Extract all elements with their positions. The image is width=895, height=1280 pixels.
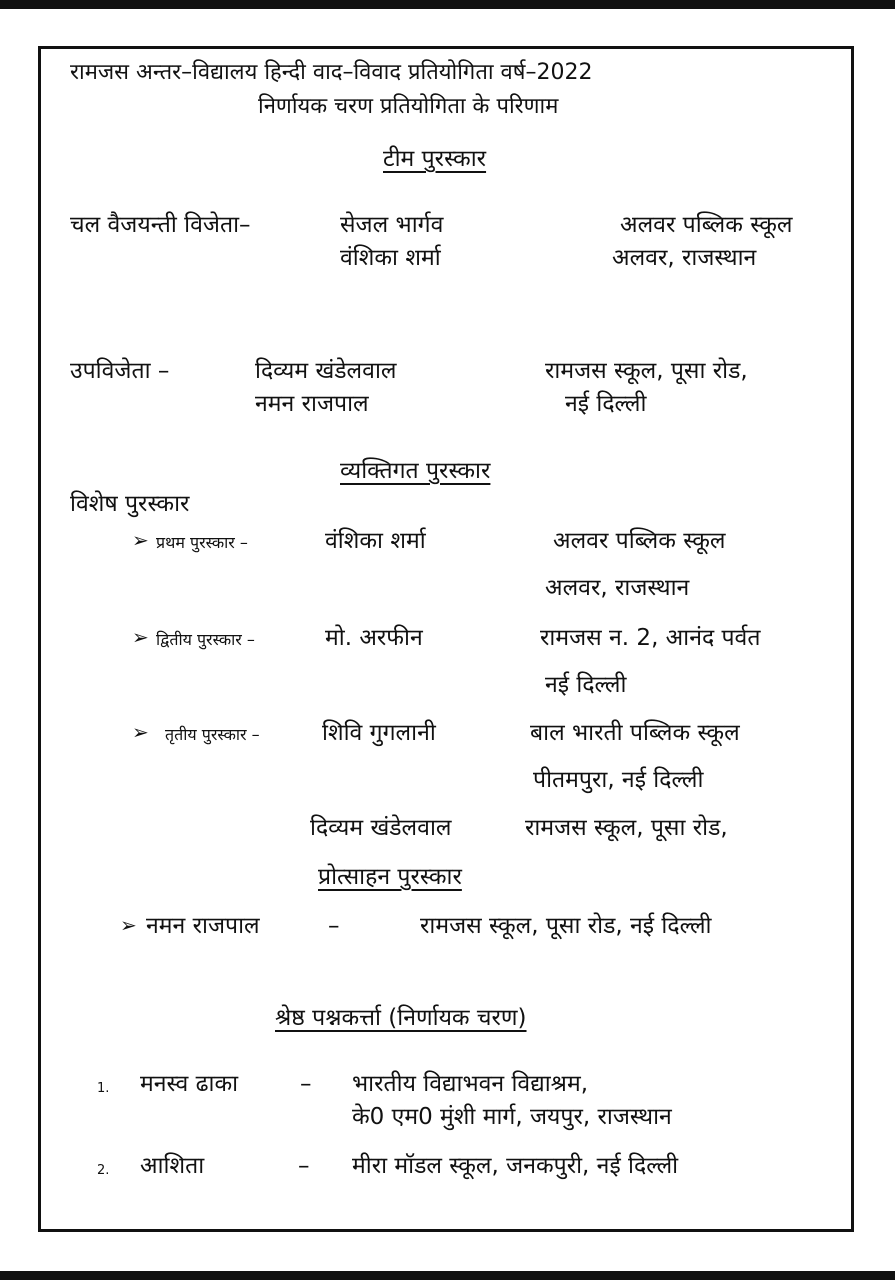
questioner-dash-1: –	[300, 1071, 312, 1097]
third-prize-label: तृतीय पुरस्कार –	[165, 725, 260, 744]
arrow-bullet-icon: ➢	[132, 625, 149, 649]
third-prize-extra-name: दिव्यम खंडेलवाल	[310, 815, 452, 841]
third-prize-school-line-1: बाल भारती पब्लिक स्कूल	[530, 720, 740, 746]
document-title: रामजस अन्तर–विद्यालय हिन्दी वाद–विवाद प्रतियोगिता वर्ष–2022	[70, 60, 593, 85]
arrow-bullet-icon: ➢	[120, 913, 137, 937]
individual-award-heading: व्यक्तिगत पुरस्कार	[340, 458, 491, 484]
third-prize-extra-school: रामजस स्कूल, पूसा रोड,	[525, 815, 728, 841]
second-prize-school-line-2: नई दिल्ली	[545, 672, 627, 698]
arrow-bullet-icon: ➢	[132, 720, 149, 744]
winner-name-2: वंशिका शर्मा	[340, 245, 441, 271]
runner-up-school-line-1: रामजस स्कूल, पूसा रोड,	[545, 358, 748, 384]
team-award-heading: टीम पुरस्कार	[383, 146, 487, 172]
questioner-school-1-line-2: के0 एम0 मुंशी मार्ग, जयपुर, राजस्थान	[352, 1104, 672, 1130]
questioner-name-1: मनस्व ढाका	[140, 1071, 239, 1097]
arrow-bullet-icon: ➢	[132, 528, 149, 552]
questioner-school-1-line-1: भारतीय विद्याभवन विद्याश्रम,	[352, 1071, 589, 1097]
first-prize-label: प्रथम पुरस्कार –	[156, 533, 248, 552]
third-prize-name: शिवि गुगलानी	[322, 720, 436, 746]
second-prize-school-line-1: रामजस न. 2, आनंद पर्वत	[540, 625, 761, 651]
special-award-label: विशेष पुरस्कार	[70, 491, 190, 517]
questioner-name-2: आशिता	[140, 1153, 205, 1179]
questioner-dash-2: –	[298, 1153, 310, 1179]
encouragement-name: नमन राजपाल	[146, 913, 260, 939]
first-prize-school-line-2: अलवर, राजस्थान	[545, 575, 690, 601]
winner-name-1: सेजल भार्गव	[340, 212, 444, 238]
encouragement-award-heading: प्रोत्साहन पुरस्कार	[318, 864, 462, 890]
bottom-edge-bar	[0, 1271, 895, 1280]
document-subtitle: निर्णायक चरण प्रतियोगिता के परिणाम	[258, 94, 559, 119]
runner-up-school-line-2: नई दिल्ली	[565, 391, 647, 417]
runner-up-label: उपविजेता –	[70, 358, 170, 384]
list-number: 2.	[97, 1163, 110, 1178]
best-questioner-heading: श्रेष्ठ पश्नकर्त्ता (निर्णायक चरण)	[275, 1005, 527, 1031]
runner-up-name-1: दिव्यम खंडेलवाल	[255, 358, 397, 384]
first-prize-name: वंशिका शर्मा	[325, 528, 426, 554]
list-number: 1.	[97, 1081, 110, 1096]
first-prize-school-line-1: अलवर पब्लिक स्कूल	[553, 528, 726, 554]
winner-school-line-2: अलवर, राजस्थान	[612, 245, 757, 271]
top-edge-bar	[0, 0, 895, 9]
winner-school-line-1: अलवर पब्लिक स्कूल	[620, 212, 793, 238]
encouragement-dash: –	[328, 913, 340, 939]
questioner-school-2: मीरा मॉडल स्कूल, जनकपुरी, नई दिल्ली	[352, 1153, 679, 1179]
runner-up-name-2: नमन राजपाल	[255, 391, 369, 417]
third-prize-school-line-2: पीतमपुरा, नई दिल्ली	[533, 767, 704, 793]
second-prize-name: मो. अरफीन	[325, 625, 423, 651]
second-prize-label: द्वितीय पुरस्कार –	[156, 630, 255, 649]
winner-label: चल वैजयन्ती विजेता–	[70, 212, 251, 238]
encouragement-school: रामजस स्कूल, पूसा रोड, नई दिल्ली	[420, 913, 712, 939]
